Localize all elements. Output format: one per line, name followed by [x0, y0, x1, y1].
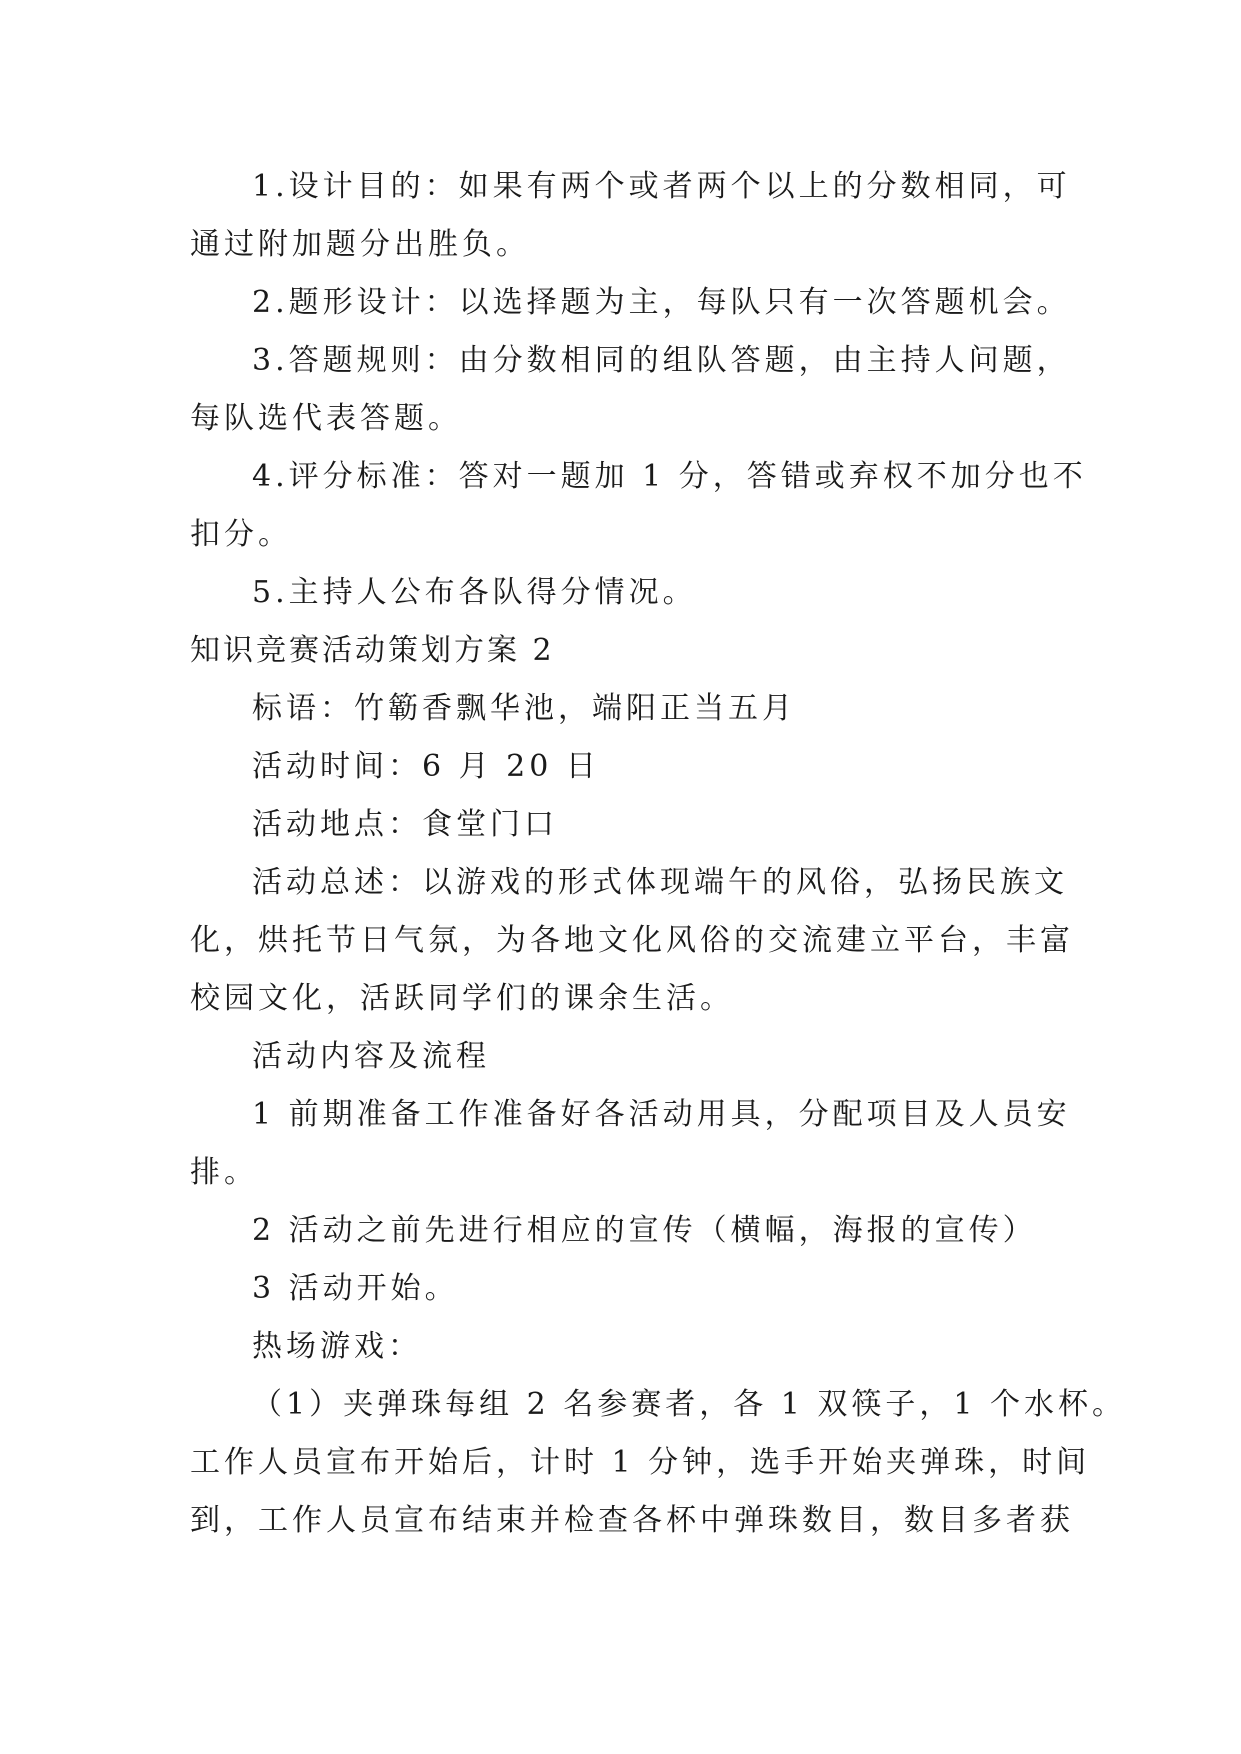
paragraph-line: 通过附加题分出胜负。: [190, 227, 530, 262]
paragraph-line: 到，工作人员宣布结束并检查各杯中弹珠数目，数目多者获: [190, 1503, 1074, 1538]
paragraph-line: 热场游戏：: [252, 1329, 422, 1364]
paragraph-line: 每队选代表答题。: [190, 401, 462, 436]
paragraph-line: 扣分。: [190, 517, 292, 552]
paragraph-line: 标语：竹簕香飘华池，端阳正当五月: [252, 691, 796, 726]
paragraph-line: 活动时间：6 月 20 日: [252, 749, 600, 784]
paragraph-line: 活动内容及流程: [252, 1039, 490, 1074]
paragraph-line: 校园文化，活跃同学们的课余生活。: [190, 981, 734, 1016]
paragraph-line: 1 前期准备工作准备好各活动用具，分配项目及人员安: [252, 1097, 1071, 1132]
paragraph-line: 1.设计目的：如果有两个或者两个以上的分数相同，可: [252, 169, 1071, 204]
paragraph-line: 排。: [190, 1155, 258, 1190]
paragraph-line: 4.评分标准：答对一题加 1 分，答错或弃权不加分也不: [252, 459, 1087, 494]
paragraph-line: 3.答题规则：由分数相同的组队答题，由主持人问题，: [252, 343, 1071, 378]
paragraph-line: 活动地点：食堂门口: [252, 807, 558, 842]
paragraph-line: 化，烘托节日气氛，为各地文化风俗的交流建立平台，丰富: [190, 923, 1074, 958]
paragraph-line: （1）夹弹珠每组 2 名参赛者，各 1 双筷子，1 个水杯。: [252, 1387, 1127, 1422]
paragraph-line: 工作人员宣布开始后，计时 1 分钟，选手开始夹弹珠，时间: [190, 1445, 1091, 1480]
document-body: [190, 158, 1127, 1550]
section-heading: 知识竞赛活动策划方案 2: [190, 633, 555, 668]
paragraph-line: 5.主持人公布各队得分情况。: [252, 575, 697, 610]
paragraph-line: 活动总述：以游戏的形式体现端午的风俗，弘扬民族文: [252, 865, 1068, 900]
paragraph-line: 2 活动之前先进行相应的宣传（横幅，海报的宣传）: [252, 1213, 1037, 1248]
paragraph-line: 2.题形设计：以选择题为主，每队只有一次答题机会。: [252, 285, 1071, 320]
paragraph-line: 3 活动开始。: [252, 1271, 459, 1306]
